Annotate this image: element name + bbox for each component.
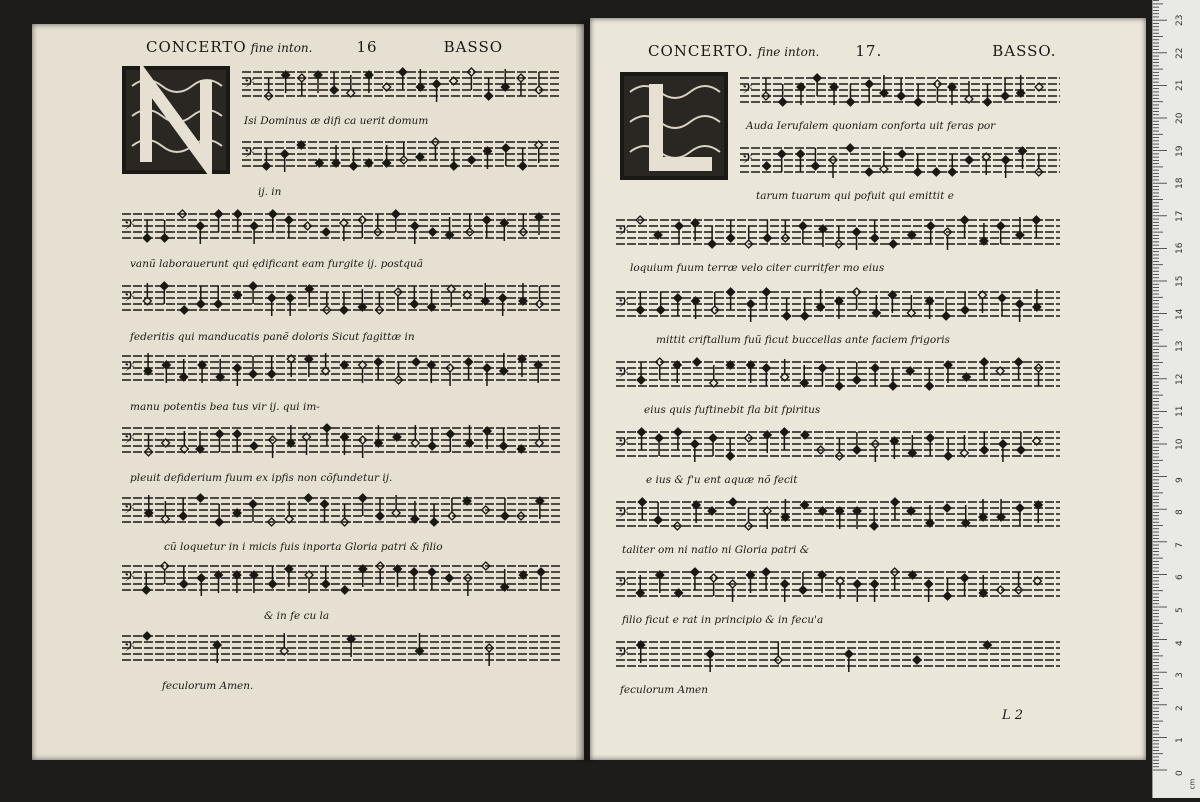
- svg-text:𝄢: 𝄢: [618, 645, 629, 664]
- ruler-mark: 7: [1175, 542, 1185, 548]
- music-staff: [122, 492, 562, 530]
- svg-text:𝄢: 𝄢: [124, 639, 135, 658]
- lyric-line: cũ loquetur in i micis fuis inporta Gloria patri & filio: [164, 541, 443, 553]
- ruler-unit: cm: [1188, 778, 1197, 790]
- right-page-number: 17.: [855, 42, 883, 60]
- ruler-mark: 1: [1175, 737, 1185, 744]
- music-staff: [616, 426, 1060, 464]
- right-header-subtitle: fine inton.: [757, 45, 820, 59]
- left-header-subtitle: fine inton.: [250, 41, 313, 55]
- music-staff: [616, 636, 1060, 674]
- music-staff: [740, 142, 1060, 180]
- ruler-mark: 14: [1175, 308, 1185, 320]
- right-header: [648, 42, 1057, 64]
- ruler-mark: 16: [1175, 242, 1185, 255]
- lyric-line: manu potentis bea tus vir ij. qui im-: [130, 401, 320, 413]
- left-page: [32, 24, 584, 760]
- lyric-line: pleuit defiderium fuum ex ipfis non cõfundetur ij.: [130, 472, 393, 484]
- ruler-mark: 21: [1175, 79, 1185, 92]
- svg-text:𝄢: 𝄢: [618, 435, 629, 454]
- ruler-mark: 5: [1175, 607, 1185, 613]
- initial-l-graphic: [620, 72, 728, 180]
- ruler-mark: 19: [1175, 145, 1185, 157]
- ruler-mark: 17: [1175, 210, 1185, 222]
- lyric-line: Auda Ierufalem quoniam conforta uit feras por: [746, 120, 996, 132]
- ruler-mark: 2: [1175, 705, 1185, 711]
- ruler-mark: 8: [1175, 509, 1185, 516]
- svg-text:𝄢: 𝄢: [742, 151, 753, 170]
- svg-text:𝄢: 𝄢: [124, 431, 135, 450]
- lyric-line: federitis qui manducatis panẽ doloris Sicut fagittæ in: [130, 331, 415, 343]
- lyric-line: feculorum Amen: [620, 684, 709, 696]
- ruler-mark: 9: [1175, 476, 1185, 483]
- svg-text:𝄢: 𝄢: [618, 505, 629, 524]
- ruler-mark: 12: [1175, 373, 1185, 385]
- signature-mark: L 2: [1002, 708, 1024, 723]
- lyric-line: & in fe cu la: [264, 610, 330, 622]
- lyric-line: Isi Dominus æ difi ca uerit domum: [244, 115, 429, 127]
- left-header: [146, 38, 503, 60]
- svg-text:𝄢: 𝄢: [618, 365, 629, 384]
- lyric-line: feculorum Amen.: [162, 680, 254, 692]
- svg-text:𝄢: 𝄢: [124, 359, 135, 378]
- ruler-mark: 6: [1175, 574, 1185, 581]
- music-staff: [122, 560, 562, 598]
- lyric-line: loquium fuum terræ velo citer curritfer mo eius: [630, 262, 885, 274]
- ruler-mark: 15: [1175, 275, 1185, 287]
- svg-text:𝄢: 𝄢: [124, 569, 135, 588]
- lyric-line: eius quis fuftinebit fla bit fpiritus: [644, 404, 821, 416]
- right-page: [590, 18, 1146, 760]
- music-staff: [616, 286, 1060, 324]
- decorated-initial-n: [122, 66, 230, 174]
- music-staff: [616, 214, 1060, 252]
- svg-text:𝄢: 𝄢: [124, 217, 135, 236]
- lyric-line: tarum tuarum qui pofuit qui emittit e: [756, 190, 954, 202]
- music-staff: [616, 356, 1060, 394]
- right-header-title: CONCERTO.: [648, 42, 754, 60]
- ruler-mark: 22: [1175, 47, 1185, 59]
- lyric-line: e ius & f'u ent aquæ nõ fecit: [646, 474, 798, 486]
- music-staff: [122, 630, 562, 668]
- decorated-initial-l: [620, 72, 728, 180]
- ruler-mark: 18: [1175, 177, 1185, 190]
- ruler-mark: 3: [1175, 672, 1185, 679]
- left-header-title: CONCERTO: [146, 38, 247, 56]
- music-staff: [122, 280, 562, 318]
- ruler-mark: 13: [1175, 340, 1185, 353]
- lyric-line: taliter om ni natio ni Gloria patri &: [622, 544, 810, 556]
- ruler-mark: 4: [1175, 639, 1185, 646]
- music-staff: [616, 566, 1060, 604]
- music-staff: [740, 72, 1060, 110]
- svg-text:𝄢: 𝄢: [124, 289, 135, 308]
- svg-text:𝄢: 𝄢: [244, 75, 255, 94]
- lyric-line: filio ficut e rat in principio & in fecu'a: [622, 614, 824, 626]
- ruler-mark: 0: [1175, 770, 1185, 776]
- music-staff: [122, 422, 562, 460]
- music-staff: [122, 350, 562, 388]
- svg-text:𝄢: 𝄢: [618, 575, 629, 594]
- svg-text:𝄢: 𝄢: [618, 223, 629, 242]
- music-staff: [616, 496, 1060, 534]
- initial-n-graphic: [122, 66, 230, 174]
- ruler-mark: 11: [1175, 405, 1185, 418]
- measurement-ruler: [1152, 0, 1200, 798]
- lyric-line: vanũ laborauerunt qui ędificant eam furgite ij. postquã: [130, 258, 423, 270]
- lyric-line: mittit criftallum fuũ ficut buccellas ante faciem frigoris: [656, 334, 950, 346]
- left-page-number: 16: [356, 38, 378, 56]
- ruler-mark: 20: [1175, 112, 1185, 124]
- svg-text:𝄢: 𝄢: [124, 501, 135, 520]
- music-staff: [242, 66, 560, 104]
- ruler-mark: 10: [1175, 438, 1185, 450]
- music-staff: [122, 208, 562, 246]
- svg-text:𝄢: 𝄢: [618, 295, 629, 314]
- svg-text:𝄢: 𝄢: [244, 145, 255, 164]
- lyric-line: ij. in: [258, 186, 282, 198]
- music-staff: [242, 136, 560, 174]
- right-header-voice: BASSO.: [992, 42, 1057, 60]
- ruler-mark: 23: [1175, 14, 1185, 27]
- svg-text:𝄢: 𝄢: [742, 81, 753, 100]
- left-header-voice: BASSO: [443, 38, 504, 56]
